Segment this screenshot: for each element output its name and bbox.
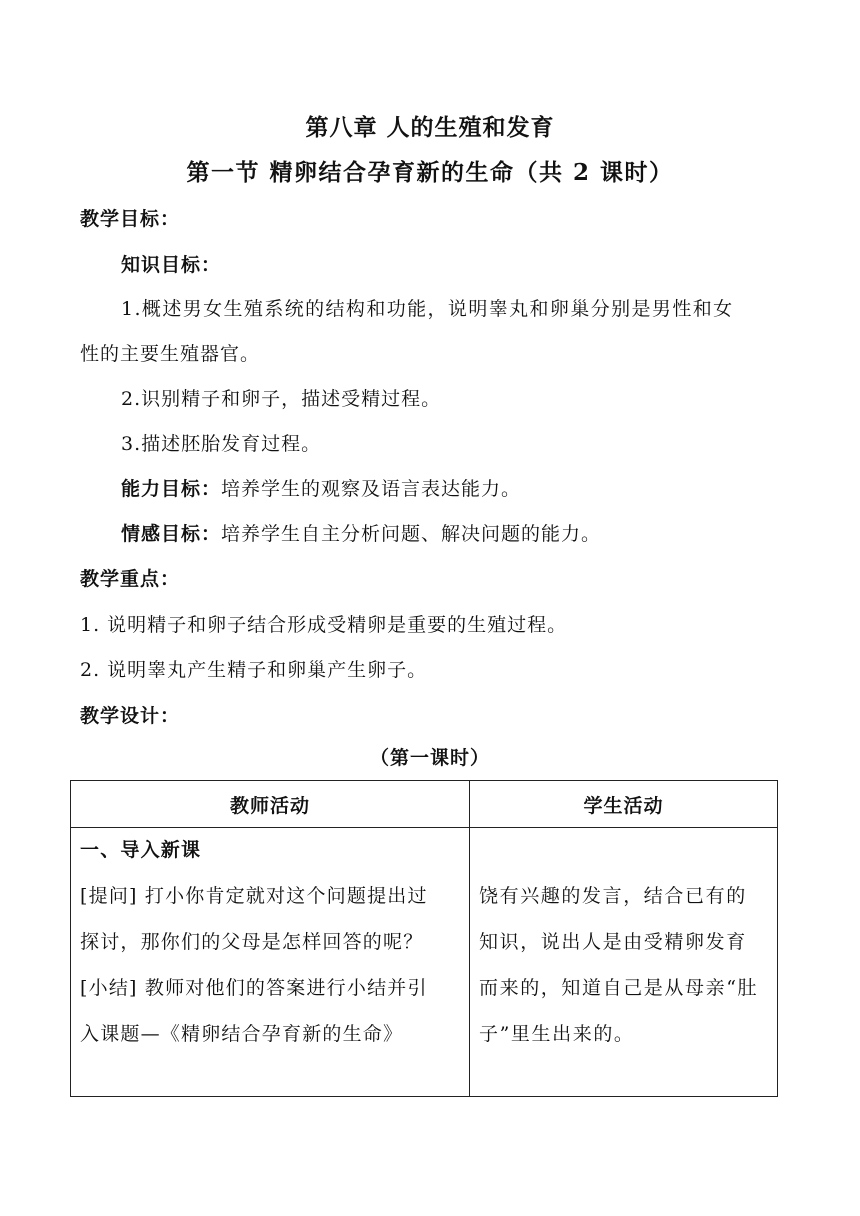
emotion-goal [121, 521, 601, 547]
table-row [71, 828, 778, 1097]
student-activity-header: 学生活动 [470, 781, 778, 828]
teaching-goals-heading: 教学目标： [80, 208, 181, 230]
teacher-activity-line: [提问] 打小你肯定就对这个问题提出过 [80, 885, 428, 907]
teacher-activity-cell [71, 828, 470, 1097]
teacher-section-title: 一、导入新课 [80, 839, 202, 861]
period-label: （第一课时） [369, 747, 490, 769]
student-activity-line: 而来的，知道自己是从母亲“肚 [479, 977, 759, 999]
key-point-item: 2. 说明睾丸产生精子和卵巢产生卵子。 [80, 659, 428, 681]
student-activity-line: 饶有兴趣的发言，结合已有的 [479, 885, 747, 907]
student-activity-cell [470, 828, 778, 1097]
ability-goal-text: 培养学生的观察及语言表达能力。 [221, 478, 522, 500]
emotion-goal-text: 培养学生自主分析问题、解决问题的能力。 [221, 523, 602, 545]
key-point-item: 1. 说明精子和卵子结合形成受精卵是重要的生殖过程。 [80, 614, 568, 636]
table-header-row [71, 781, 778, 828]
teacher-activity-line: [小结] 教师对他们的答案进行小结并引 [80, 977, 428, 999]
teaching-design-heading: 教学设计： [80, 705, 181, 727]
student-activity-line: 知识，说出人是由受精卵发育 [479, 931, 747, 953]
teacher-activity-header: 教师活动 [71, 781, 470, 828]
ability-goal-label: 能力目标： [121, 478, 222, 500]
knowledge-item-2: 2.识别精子和卵子，描述受精过程。 [121, 388, 442, 410]
knowledge-item-1-line-2: 性的主要生殖器官。 [80, 343, 261, 365]
knowledge-goals-heading: 知识目标： [121, 254, 222, 276]
teacher-activity-line: 入课题—《精卵结合孕育新的生命》 [80, 1023, 404, 1045]
emotion-goal-label: 情感目标： [121, 523, 222, 545]
key-points-heading: 教学重点： [80, 568, 181, 590]
student-activity-line: 子”里生出来的。 [479, 1023, 635, 1045]
teacher-activity-line: 探讨，那你们的父母是怎样回答的呢？ [80, 931, 424, 953]
lesson-design-table [70, 780, 778, 1097]
chapter-title: 第八章 人的生殖和发育 [305, 114, 555, 141]
ability-goal [121, 476, 521, 502]
knowledge-item-1-line-1: 1.概述男女生殖系统的结构和功能，说明睾丸和卵巢分别是男性和女 [121, 298, 734, 320]
section-title: 第一节 精卵结合孕育新的生命（共 2 课时） [186, 159, 674, 186]
knowledge-item-3: 3.描述胚胎发育过程。 [121, 433, 322, 455]
